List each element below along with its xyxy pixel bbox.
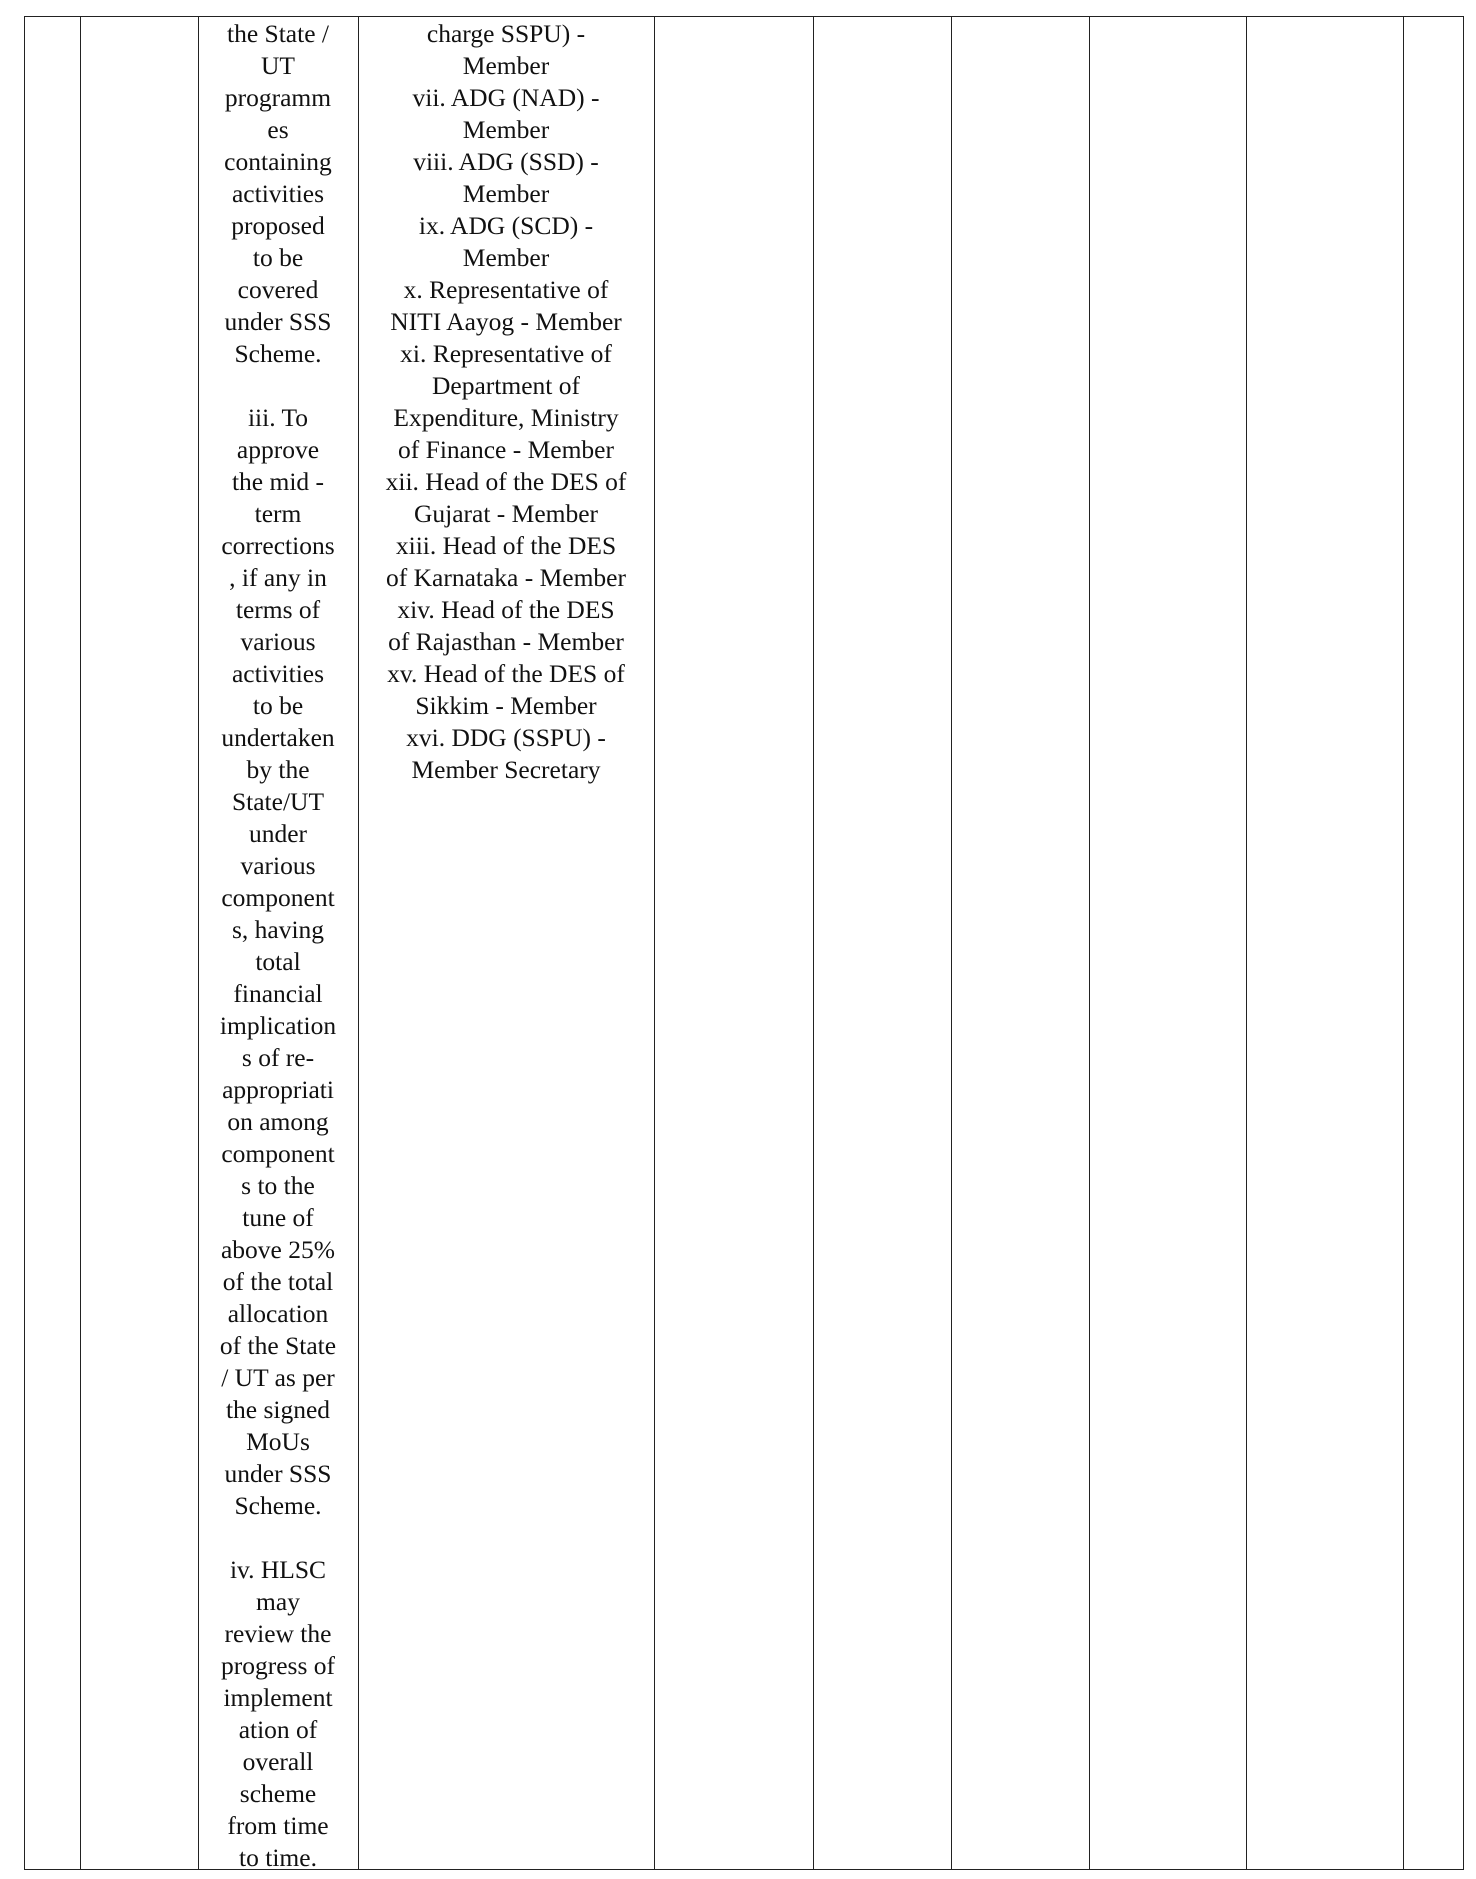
column-divider — [1403, 16, 1404, 1870]
hlsc-functions-cell: the State / UT programm es containing activities proposed to be covered under SSS Scheme. iii. To approve the mid - term corrections , if any in terms of various activities to be undertaken by the State/UT under various component s, having total financial implication s of re- appropriati on among component s to the tune of above 25% of the total allocation of the State / UT as per the signed MoUs under SSS Scheme. iv. HLSC may review the progress of implement ation of overall scheme from time to time. — [219, 19, 337, 1872]
column-divider — [1246, 16, 1247, 1870]
column-divider — [951, 16, 952, 1870]
column-divider — [80, 16, 81, 1870]
column-divider — [813, 16, 814, 1870]
column-divider — [1089, 16, 1090, 1870]
column-divider — [654, 16, 655, 1870]
committee-members-cell: charge SSPU) - Member vii. ADG (NAD) - Member viii. ADG (SSD) - Member ix. ADG (SCD) - Member x. Representative of NITI Aayog - Member xi. Representative of Department of Expenditure, Ministry of Finance - Member xii. Head of the DES of Gujarat - Member xiii. Head of the DES of Karnataka - Member xiv. Head of the DES of Rajasthan - Member xv. Head of the DES of Sikkim - Member xvi. DDG (SSPU) - Member Secretary — [385, 19, 627, 784]
